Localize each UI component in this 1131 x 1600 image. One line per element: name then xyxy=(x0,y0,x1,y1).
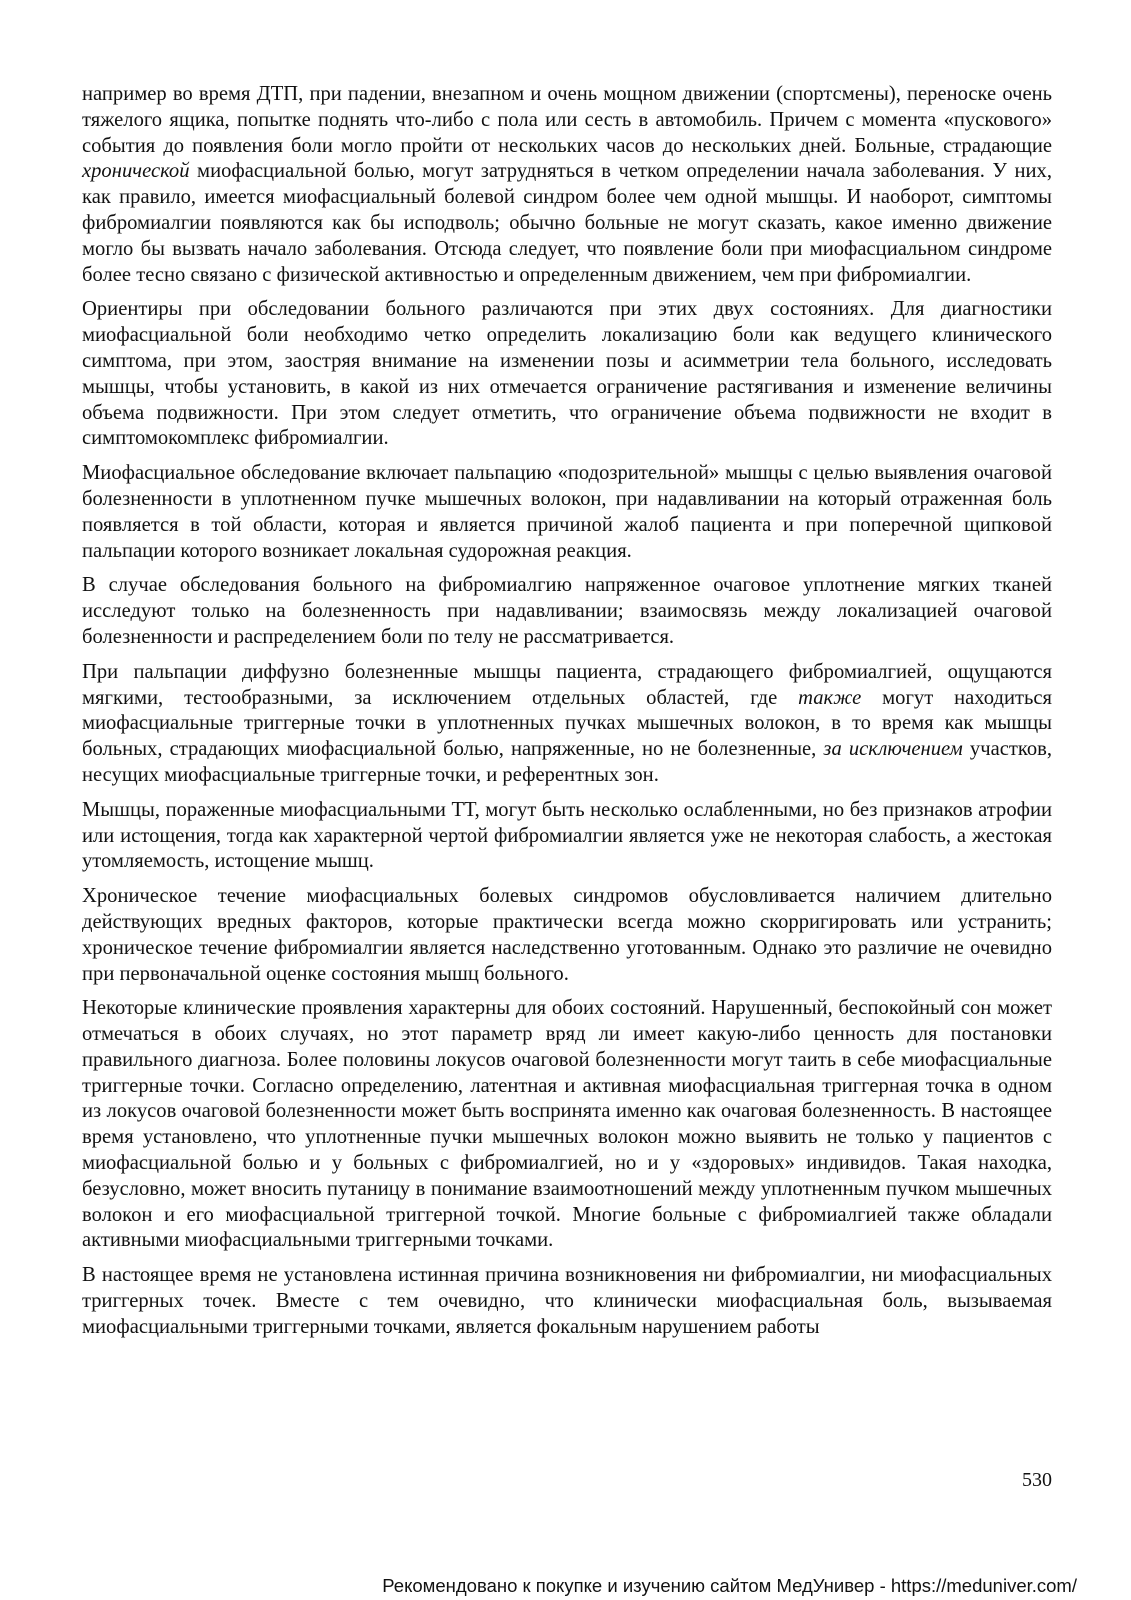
paragraph xyxy=(82,996,1052,1254)
text-segment: участков, несущих миофасциальные триггерные точки, и референтных зон. xyxy=(82,738,1052,786)
paragraph xyxy=(82,573,1052,650)
text-segment: В настоящее время не установлена истинная причина возникновения ни фибромиалгии, ни миофасциальных триггерных точек. Вместе с тем очевидно, что клинически миофасциальная боль, вызываемая миофасциальными триггерными точками, является фокальным нарушением работы xyxy=(82,1264,1052,1338)
text-segment: Миофасциальное обследование включает пальпацию «подозрительной» мышцы с целью выявления очаговой болезненности в уплотненном пучке мышечных волокон, при надавливании на который отраженная боль появляется в той области, которая и является причиной жалоб пациента и при поперечной щипковой пальпации которого возникает локальная судорожная реакция. xyxy=(82,462,1052,562)
paragraph xyxy=(82,884,1052,987)
footer-recommendation: Рекомендовано к покупке и изучению сайтом МедУнивер - https://meduniver.com/ xyxy=(382,1575,1077,1596)
paragraph xyxy=(82,798,1052,875)
paragraph xyxy=(82,660,1052,789)
text-segment: например во время ДТП, при падении, внезапном и очень мощном движении (спортсмены), переноске очень тяжелого ящика, попытке поднять что-либо с пола или сесть в автомобиль. Причем с момента «пускового» события до появления боли могло пройти от нескольких часов до нескольких дней. Больные, страдающие xyxy=(82,83,1052,157)
text-segment: В случае обследования больного на фибромиалгию напряженное очаговое уплотнение мягких тканей исследуют только на болезненность при надавливании; взаимосвязь между локализацией очаговой болезненности и распределением боли по телу не рассматривается. xyxy=(82,574,1052,648)
text-segment: Мышцы, пораженные миофасциальными ТТ, могут быть несколько ослабленными, но без признаков атрофии или истощения, тогда как характерной чертой фибромиалгии является уже не некоторая слабость, а жестокая утомляемость, истощение мышц. xyxy=(82,798,1052,873)
page-number: 530 xyxy=(1022,1469,1052,1491)
italic-text: также xyxy=(798,686,862,709)
document-body xyxy=(82,82,1052,1350)
paragraph xyxy=(82,297,1052,452)
paragraph xyxy=(82,82,1052,288)
text-segment: При пальпации диффузно болезненные мышцы пациента, страдающего фибромиалгией, ощущаются мягкими, тестообразными, за исключением отдельных областей, где xyxy=(82,660,1052,709)
text-segment: Некоторые клинические проявления характерны для обоих состояний. Нарушенный, беспокойный сон может отмечаться в обоих случаях, но этот параметр вряд ли имеет какую-либо ценность для постановки правильного диагноза. Более половины локусов очаговой болезненности могут таить в себе миофасциальные триггерные точки. Согласно определению, латентная и активная миофасциальная триггерная точка в одном из локусов очаговой болезненности может быть воспринята именно как очаговая болезненность. В настоящее время установлено, что уплотненные пучки мышечных волокон можно выявить не только у пациентов с миофасциальной болью и у больных с фибромиалгией, но и у «здоровых» индивидов. Такая находка, безусловно, может вносить путаницу в понимание взаимоотношений между уплотненным пучком мышечных волокон и его миофасциальной триггерной точкой. Многие больные с фибромиалгией также обладали активными миофасциальными триггерными точками. xyxy=(82,997,1052,1252)
text-segment: могут находиться миофасциальные триггерные точки в уплотненных пучках мышечных волокон, в то время как мышцы больных, страдающих миофасциальной болью, напряженные, но не болезненные, xyxy=(82,686,1052,761)
paragraph xyxy=(82,461,1052,564)
paragraph xyxy=(82,1263,1052,1340)
italic-text: хронической xyxy=(82,160,190,183)
text-segment: Хроническое течение миофасциальных болевых синдромов обусловливается наличием длительно действующих вредных факторов, которые практически всегда можно скорригировать или устранить; хроническое течение фибромиалгии является наследственно уготованным. Однако это различие не очевидно при первоначальной оценке состояния мышц больного. xyxy=(82,885,1052,985)
text-segment: Ориентиры при обследовании больного различаются при этих двух состояниях. Для диагностики миофасциальной боли необходимо четко определить локализацию боли как ведущего клинического симптома, при этом, заостряя внимание на изменении позы и асимметрии тела больного, исследовать мышцы, чтобы установить, в какой из них отмечается ограничение растягивания и изменение величины объема подвижности. При этом следует отметить, что ограничение объема подвижности не входит в симптомокомплекс фибромиалгии. xyxy=(82,298,1052,450)
text-segment: миофасциальной болью, могут затрудняться в четком определении начала заболевания. У них, как правило, имеется миофасциальный болевой синдром более чем одной мышцы. И наоборот, симптомы фибромиалгии появляются как бы исподволь; обычно больные не могут сказать, какое именно движение могло бы вызвать начало заболевания. Отсюда следует, что появление боли при миофасциальном синдроме более тесно связано с физической активностью и определенным движением, чем при фибромиалгии. xyxy=(82,160,1052,286)
italic-text: за исключением xyxy=(823,738,963,761)
